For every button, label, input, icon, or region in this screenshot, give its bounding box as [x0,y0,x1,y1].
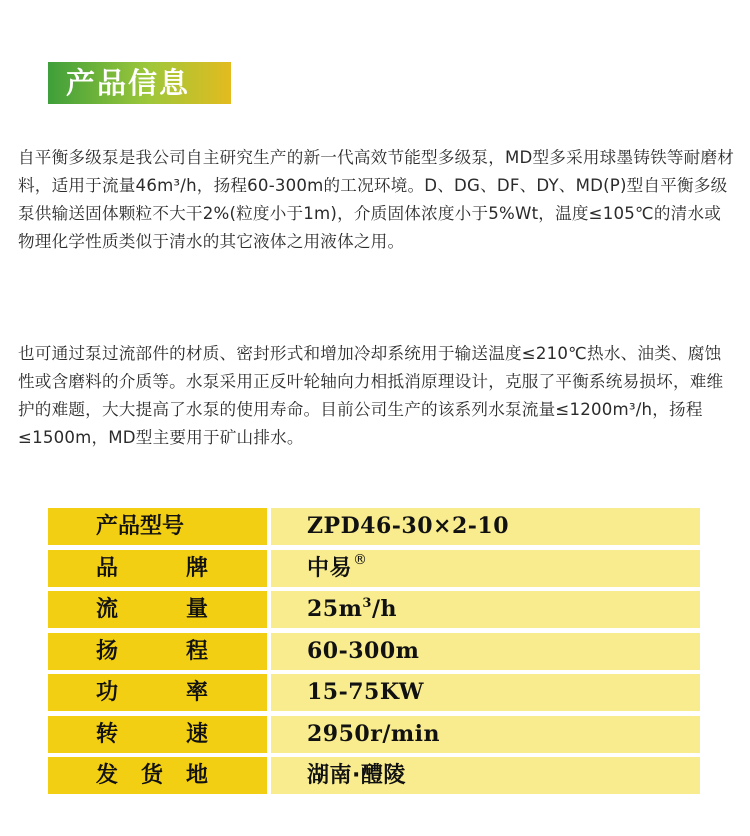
spec-value-cell [271,674,700,711]
spec-row-model [48,508,700,545]
spec-label-char: 扬 [96,638,119,664]
section-title: 产品信息 [66,66,191,100]
spec-row-origin [48,757,700,794]
spec-label-char: 量 [185,597,208,622]
brand-name: 中易 [307,555,353,581]
section-title-banner [48,62,231,104]
spec-label-char: 牌 [185,555,208,581]
spec-value-head: 60-300m [307,637,420,664]
spec-value-cell [271,508,700,545]
spec-row-speed [48,716,700,753]
flow-value: 25m [307,596,363,622]
spec-label-speed [96,716,208,753]
spec-label-cell [48,633,267,670]
spec-label-char: 流 [96,597,119,622]
spec-row-flow [48,591,700,628]
spec-value-cell [271,757,700,794]
spec-label-cell [48,550,267,587]
spec-value-origin: 湖南·醴陵 [307,763,406,788]
spec-label-char: 品 [96,555,119,581]
spec-label-char: 地 [185,763,208,788]
spec-value-cell [271,633,700,670]
spec-table [48,508,700,799]
spec-label-brand [96,550,208,587]
spec-label-cell [48,591,267,628]
spec-label-char: 速 [185,721,208,747]
intro-paragraph-2: 也可通过泵过流部件的材质、密封形式和增加冷却系统用于输送温度≤210℃热水、油类、腐蚀性或含磨料的介质等。水泵采用正反叶轮轴向力相抵消原理设计，克服了平衡系统易损坏，难维护的难题，大大提高了水泵的使用寿命。目前公司生产的该系列水泵流量≤1200m³/h，扬程≤1500m，MD型主要用于矿山排水。 [18,344,724,447]
flow-exponent: 3 [362,596,372,611]
spec-value-brand [307,550,368,587]
spec-value-flow [307,591,397,628]
spec-label-char: 转 [96,721,119,747]
spec-value-model: ZPD46-30×2-10 [307,513,510,539]
spec-value-power: 15-75KW [307,679,424,705]
intro-paragraph-1: 自平衡多级泵是我公司自主研究生产的新一代高效节能型多级泵，MD型多采用球墨铸铁等耐磨材料，适用于流量46m³/h，扬程60-300m的工况环境。D、DG、DF、DY、MD(P)型自平衡多级泵供输送固体颗粒不大干2%(粒度小于1m)，介质固体浓度小于5%Wt，温度≤105℃的清水或物理化学性质类似于清水的其它液体之用液体之用。 [18,148,735,251]
spec-label-char: 程 [185,638,208,664]
spec-label-char: 货 [140,763,163,788]
spec-label-cell [48,508,267,545]
spec-value-speed: 2950r/min [307,720,440,747]
spec-row-head [48,633,700,670]
spec-label-cell [48,757,267,794]
spec-label-origin [96,757,208,794]
spec-label-char: 发 [96,763,119,788]
spec-label-head [96,633,208,670]
spec-value-cell [271,716,700,753]
spec-row-power [48,674,700,711]
flow-unit: /h [371,596,397,622]
spec-label-char: 率 [185,680,208,705]
spec-value-cell [271,591,700,628]
spec-label-cell [48,716,267,753]
spec-label-model: 产品型号 [96,514,185,539]
registered-mark: ® [353,551,368,568]
spec-label-cell [48,674,267,711]
spec-label-char: 功 [96,680,119,705]
spec-label-flow [96,591,208,628]
spec-label-power [96,674,208,711]
spec-row-brand [48,550,700,587]
spec-value-cell [271,550,700,587]
